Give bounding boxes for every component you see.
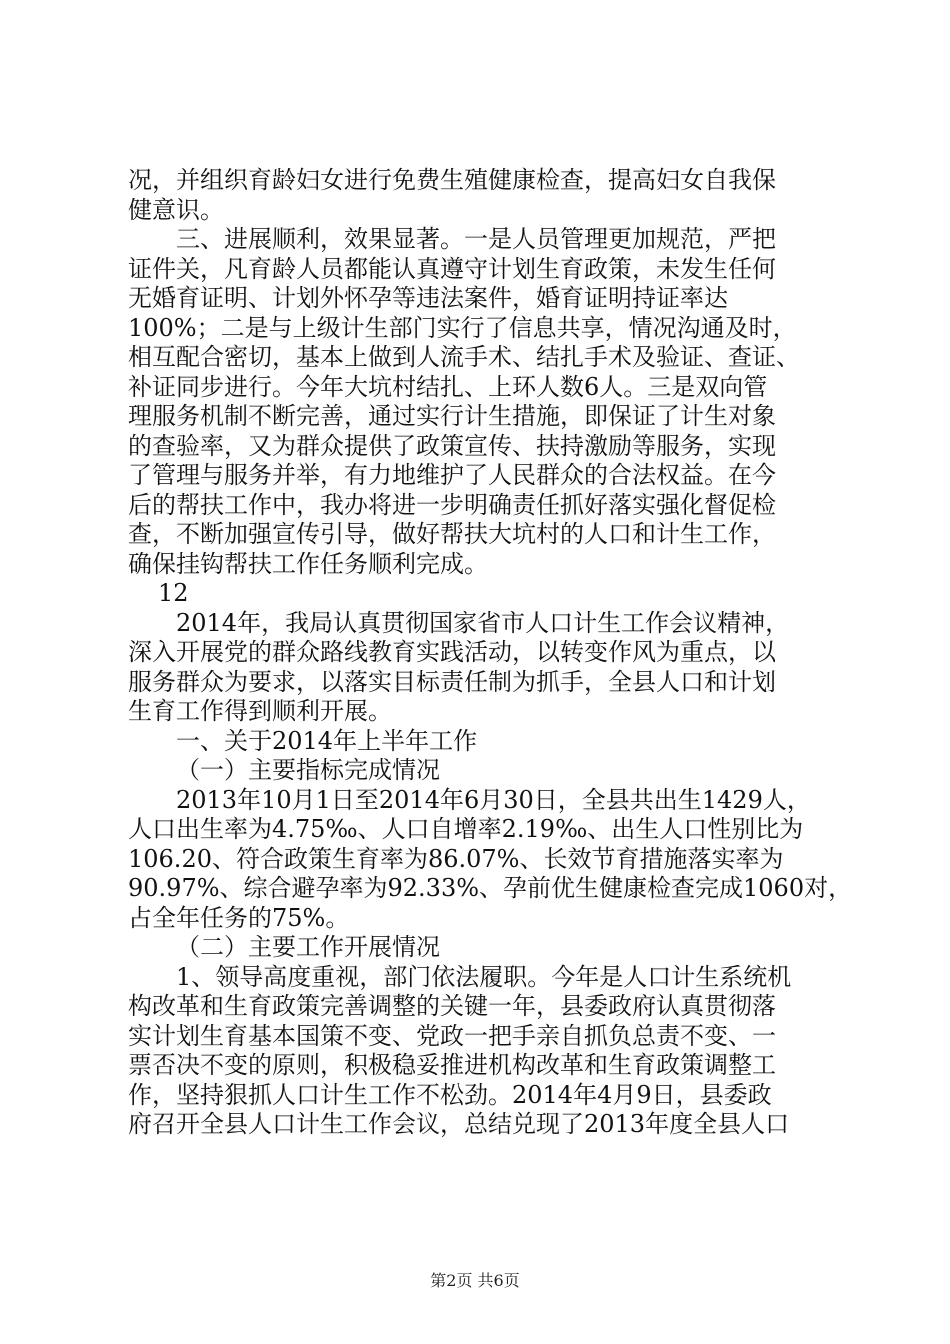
page-footer: 第2页 共6页	[430, 1271, 520, 1290]
subsection-heading: （一）主要指标完成情况	[176, 756, 440, 784]
text-line: 证件关，凡育龄人员都能认真遵守计划生育政策，未发生任何	[128, 254, 776, 283]
text-line: 人口出生率为4.75‰、人口自增率2.19‰、出生人口性别比为	[128, 815, 804, 843]
text-line: 的查验率，又为群众提供了政策宣传、扶持激励等服务，实现	[128, 431, 776, 460]
text-line: 实计划生育基本国策不变、党政一把手亲自抓负总责不变、一	[128, 1021, 776, 1050]
text-line: 1、领导高度重视，部门依法履职。今年是人口计生系统机	[176, 962, 792, 991]
document-body	[128, 166, 853, 1140]
text-line: 12	[158, 579, 189, 607]
text-line: 作，坚持狠抓人口计生工作不松劲。2014年4月9日，县委政	[128, 1080, 772, 1109]
text-line: 占全年任务的75%。	[128, 903, 350, 932]
text-line: 况，并组织育龄妇女进行免费生殖健康检查，提高妇女自我保	[128, 166, 776, 194]
text-line: 106.20、符合政策生育率为86.07%、长效节育措施落实率为	[128, 844, 784, 873]
text-line: 后的帮扶工作中，我办将进一步明确责任抓好落实强化督促检	[128, 490, 776, 519]
section-heading: 一、关于2014年上半年工作	[176, 726, 478, 755]
text-line: 服务群众为要求，以落实目标责任制为抓手，全县人口和计划	[128, 667, 776, 696]
text-line: 90.97%、综合避孕率为92.33%、孕前优生健康检查完成1060对，	[128, 874, 853, 902]
text-line: 2013年10月1日至2014年6月30日，全县共出生1429人，	[176, 785, 811, 814]
text-line: 三、进展顺利，效果显著。一是人员管理更加规范，严把	[176, 225, 776, 253]
text-line: 无婚育证明、计划外怀孕等违法案件，婚育证明持证率达	[128, 284, 728, 312]
text-line: 深入开展党的群众路线教育实践活动，以转变作风为重点，以	[128, 638, 776, 666]
text-line: 确保挂钩帮扶工作任务顺利完成。	[128, 549, 488, 578]
text-line: 票否决不变的原则，积极稳妥推进机构改革和生育政策调整工	[128, 1051, 776, 1079]
text-line: 补证同步进行。今年大坑村结扎、上环人数6人。三是双向管	[128, 372, 768, 401]
subsection-heading: （二）主要工作开展情况	[176, 933, 440, 961]
text-line: 2014年，我局认真贯彻国家省市人口计生工作会议精神，	[176, 608, 790, 637]
text-line: 100%；二是与上级计生部门实行了信息共享，情况沟通及时，	[128, 313, 797, 342]
text-line: 府召开全县人口计生工作会议，总结兑现了2013年度全县人口	[128, 1110, 790, 1138]
text-line: 相互配合密切，基本上做到人流手术、结扎手术及验证、查证、	[128, 343, 800, 371]
text-line: 构改革和生育政策完善调整的关键一年，县委政府认真贯彻落	[128, 992, 776, 1020]
text-line: 生育工作得到顺利开展。	[128, 697, 392, 725]
text-line: 查，不断加强宣传引导，做好帮扶大坑村的人口和计生工作，	[128, 520, 776, 548]
text-line: 理服务机制不断完善，通过实行计生措施，即保证了计生对象	[128, 402, 776, 430]
text-line: 健意识。	[128, 195, 224, 224]
text-line: 了管理与服务并举，有力地维护了人民群众的合法权益。在今	[128, 461, 776, 489]
